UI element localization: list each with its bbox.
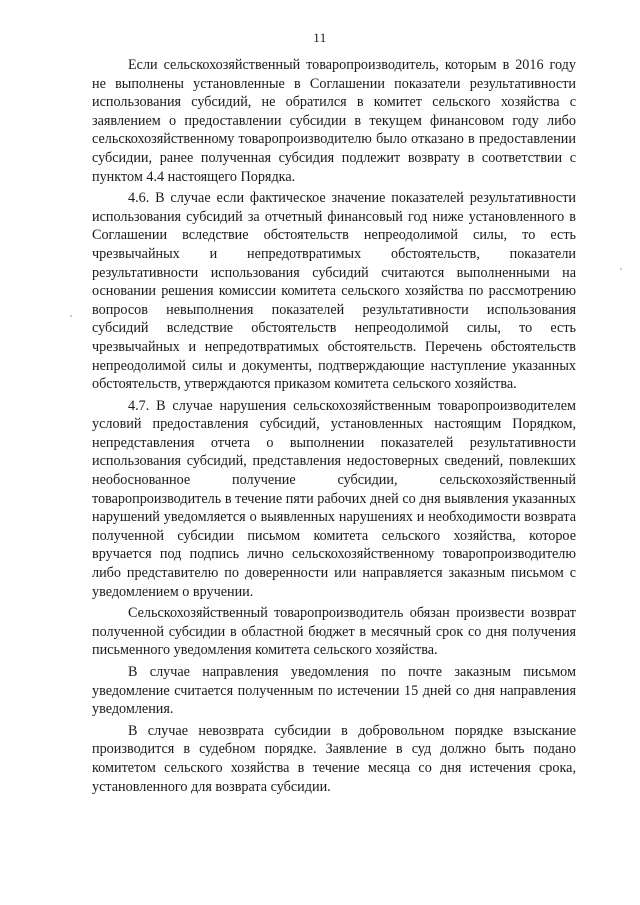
page-number: 11 <box>313 30 327 45</box>
scan-speck <box>620 268 622 270</box>
paragraph-return-obligation: Сельскохозяйственный товаропроизводитель обязан произвести возврат полученной субсидии в областной бюджет в месячный срок со дня получения письменного уведомления комитета сельского хозяйства. <box>92 605 576 659</box>
paragraph-subsidy-return-2016: Если сельскохозяйственный товаропроизводитель, которым в 2016 году не выполнены установленные в Соглашении показатели результативности использования субсидий, не обратился в комитет сельского хозяйства с заявлением о предоставлении субсидии в текущем финансовом году либо сельскохозяйственному товаропроизводителю было отказано в предоставлении субсидии, ранее полученная субсидия подлежит возврату в соответствии с пунктом 4.4 настоящего Порядка. <box>92 57 576 185</box>
paragraph-4-7-violation-notice: 4.7. В случае нарушения сельскохозяйственным товаропроизводителем условий предоставления субсидий, установленных настоящим Порядком, непредставления отчета о выполнении показателей результативности использования субсидий, представления недостоверных сведений, повлекших необоснованное получение субсидии, сельскохозяйственный товаропроизводитель в течение пяти рабочих дней со дня выявления указанных нарушений уведомляется о выявленных нарушениях и необходимости возврата полученной субсидии письмом комитета сельского хозяйства, которое вручается под подпись лично сельскохозяйственному товаропроизводителю либо представителю по доверенности или направляется заказным письмом с уведомлением о вручении. <box>92 397 576 600</box>
paragraph-4-6-force-majeure: 4.6. В случае если фактическое значение показателей результативности использования субсидий за отчетный финансовый год ниже установленного в Соглашении вследствие обстоятельств непреодолимой силы, то есть чрезвычайных и непредотвратимых обстоятельств, показатели результативности использования субсидий считаются выполненными на основании решения комиссии комитета сельского хозяйства по рассмотрению вопросов невыполнения показателей результативности использования субсидий вследствие обстоятельств непреодолимой силы, то есть чрезвычайных и непредотвратимых обстоятельств. Перечень обстоятельств непреодолимой силы и документы, подтверждающие наступление указанных обстоятельств, утверждаются приказом комитета сельского хозяйства. <box>92 190 576 393</box>
paragraph-court-recovery: В случае невозврата субсидии в добровольном порядке взыскание производится в судебном порядке. Заявление в суд должно быть подано комитетом сельского хозяйства в течение месяца со дня истечения срока, установленного для возврата субсидии. <box>92 722 576 795</box>
document-body <box>92 56 576 796</box>
paragraph-postal-notification: В случае направления уведомления по почте заказным письмом уведомление считается полученным по истечении 15 дней со дня направления уведомления. <box>92 664 576 718</box>
scan-speck <box>70 315 72 317</box>
